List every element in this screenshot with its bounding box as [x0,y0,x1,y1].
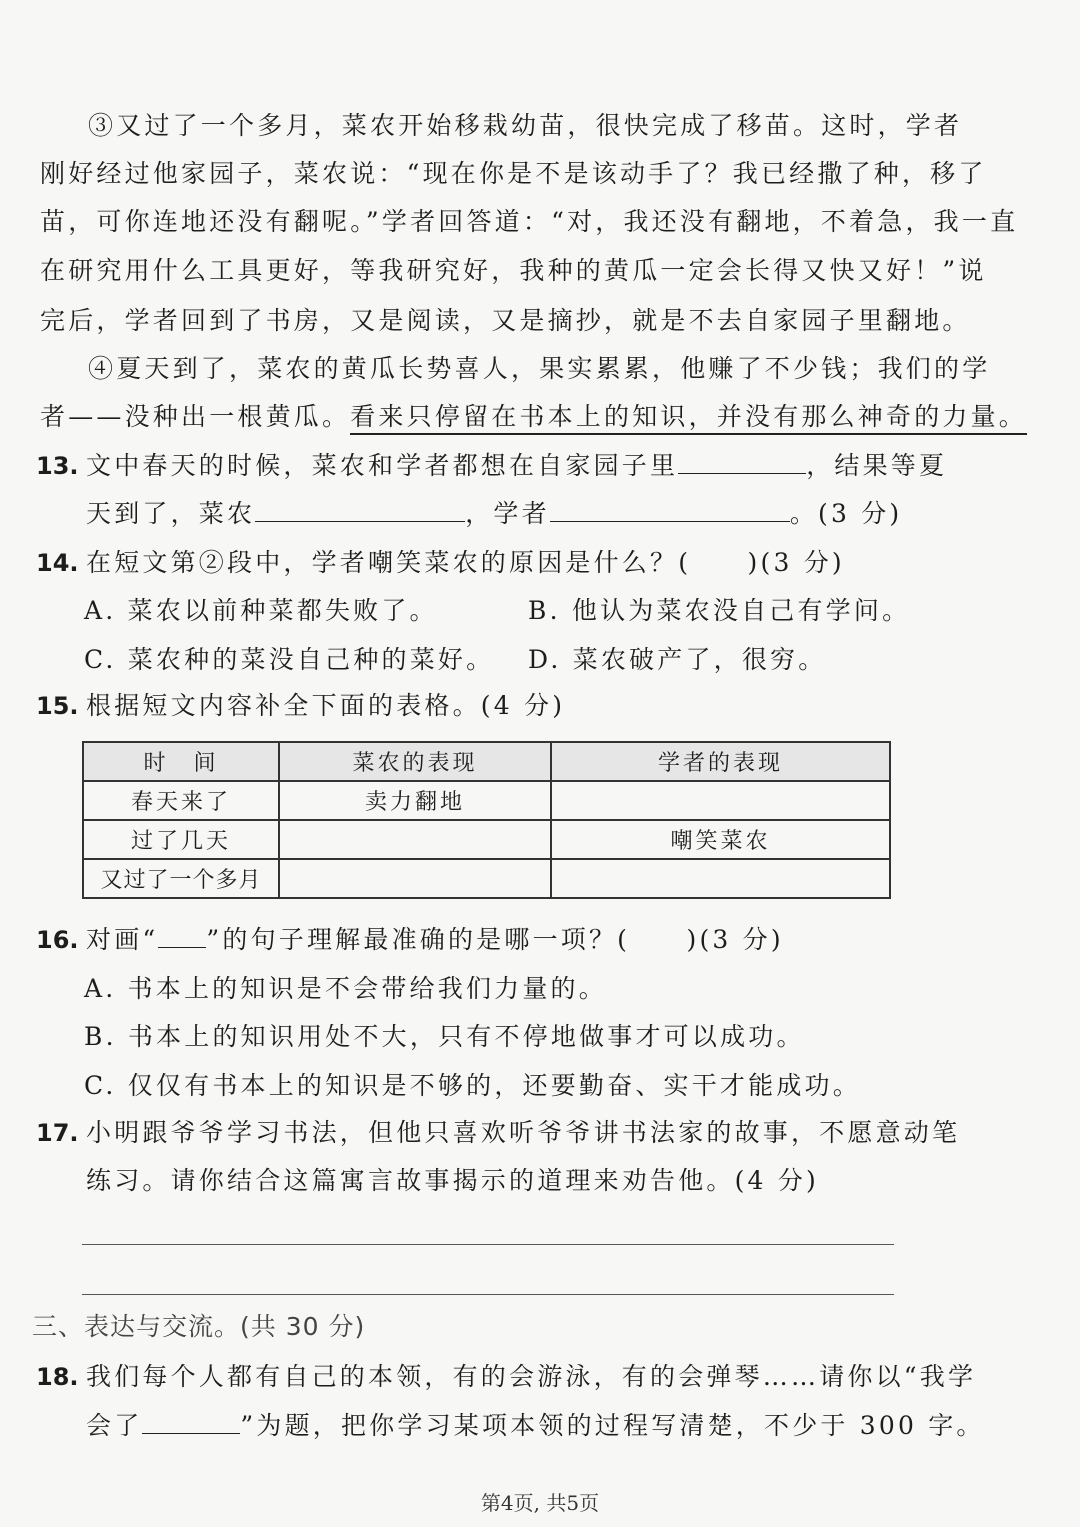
question-16-number: 16. [36,926,79,954]
question-16-stem [86,925,784,955]
passage-p3-line-5: 完后，学者回到了书房，又是阅读，又是摘抄，就是不去自家园子里翻地。 [40,306,971,335]
table-row [83,781,890,820]
question-13-text-a: 天到了，菜农 [86,499,256,528]
section-3-title: 三、表达与交流。(共 30 分) [32,1312,366,1341]
answer-table [82,741,891,899]
question-17-line-2: 练习。请你结合这篇寓言故事揭示的道理来劝告他。(4 分) [86,1166,819,1195]
option-c: C. 仅仅有书本上的知识是不够的，还要勤奋、实干才能成功。 [84,1071,861,1100]
question-18-line-1: 我们每个人都有自己的本领，有的会游泳，有的会弹琴……请你以“我学 [86,1362,977,1391]
question-13-text-c: 。(3 分) [789,499,903,528]
table-cell-answer[interactable] [279,820,551,859]
option-a: A. 书本上的知识是不会带给我们力量的。 [84,974,607,1003]
passage-p4-line-1: ④夏天到了，菜农的黄瓜长势喜人，果实累累，他赚了不少钱；我们的学 [88,354,991,383]
underlined-sentence: 看来只停留在书本上的知识，并没有那么神奇的力量。 [350,402,1027,435]
table-header-row [83,742,890,781]
question-13-number: 13. [36,452,79,480]
question-15-stem: 根据短文内容补全下面的表格。(4 分) [86,691,566,720]
answer-blank[interactable] [255,501,465,522]
question-13-text-b: ，学者 [465,499,550,528]
question-14-number: 14. [36,549,79,577]
underline-sample [158,927,206,948]
option-a: A. 菜农以前种菜都失败了。 [84,596,438,625]
option-b: B. 书本上的知识用处不大，只有不停地做事才可以成功。 [84,1022,805,1051]
table-cell-answer[interactable] [551,781,890,820]
table-cell: 卖力翻地 [279,781,551,820]
table-header-cell: 学者的表现 [551,742,890,781]
table-cell: 嘲笑菜农 [551,820,890,859]
answer-blank[interactable] [678,453,806,474]
question-14-stem: 在短文第②段中，学者嘲笑菜农的原因是什么？( )(3 分) [86,548,845,577]
question-18-number: 18. [36,1363,79,1391]
table-cell-answer[interactable] [551,859,890,898]
table-row [83,820,890,859]
question-13-text: 文中春天的时候，菜农和学者都想在自家园子里 [86,451,679,480]
passage-p3-line-2: 刚好经过他家园子，菜农说：“现在你是不是该动手了？我已经撒了种，移了 [40,159,987,188]
question-18-line-2 [86,1411,985,1441]
passage-p3-line-4: 在研究用什么工具更好，等我研究好，我种的黄瓜一定会长得又快又好！”说 [40,256,987,285]
question-13-line-2 [86,499,902,529]
answer-line[interactable] [82,1294,894,1295]
passage-p3-line-3: 苗，可你连地还没有翻呢。”学者回答道：“对，我还没有翻地，不着急，我一直 [40,207,1019,236]
answer-line[interactable] [82,1244,894,1245]
question-16-text-b: ”的句子理解最准确的是哪一项？( )(3 分) [206,925,784,954]
option-d: D. 菜农破产了，很穷。 [528,645,827,674]
answer-blank[interactable] [550,501,790,522]
passage-p3-line-1: ③又过了一个多月，菜农开始移栽幼苗，很快完成了移苗。这时，学者 [88,111,963,140]
question-17-line-1: 小明跟爷爷学习书法，但他只喜欢听爷爷讲书法家的故事，不愿意动笔 [86,1118,961,1147]
table-cell: 春天来了 [83,781,279,820]
question-13-line-1 [86,451,947,481]
question-18-text-b: ”为题，把你学习某项本领的过程写清楚，不少于 300 字。 [240,1411,985,1440]
passage-p4-text: 者——没种出一根黄瓜。 [40,402,351,431]
question-15-number: 15. [36,692,79,720]
question-16-text-a: 对画“ [86,925,159,954]
table-cell-answer[interactable] [279,859,551,898]
table-cell: 又过了一个多月 [83,859,279,898]
question-17-number: 17. [36,1119,79,1147]
option-b: B. 他认为菜农没自己有学问。 [528,596,911,625]
table-row [83,859,890,898]
table-cell: 过了几天 [83,820,279,859]
page-number: 第4页, 共5页 [480,1491,600,1515]
table-header-cell: 时 间 [83,742,279,781]
table-header-cell: 菜农的表现 [279,742,551,781]
answer-blank[interactable] [142,1413,240,1434]
passage-p4-line-2 [40,402,1027,432]
option-c: C. 菜农种的菜没自己种的菜好。 [84,645,495,674]
question-18-text-a: 会了 [86,1411,143,1440]
question-13-text-end: ，结果等夏 [806,451,948,480]
